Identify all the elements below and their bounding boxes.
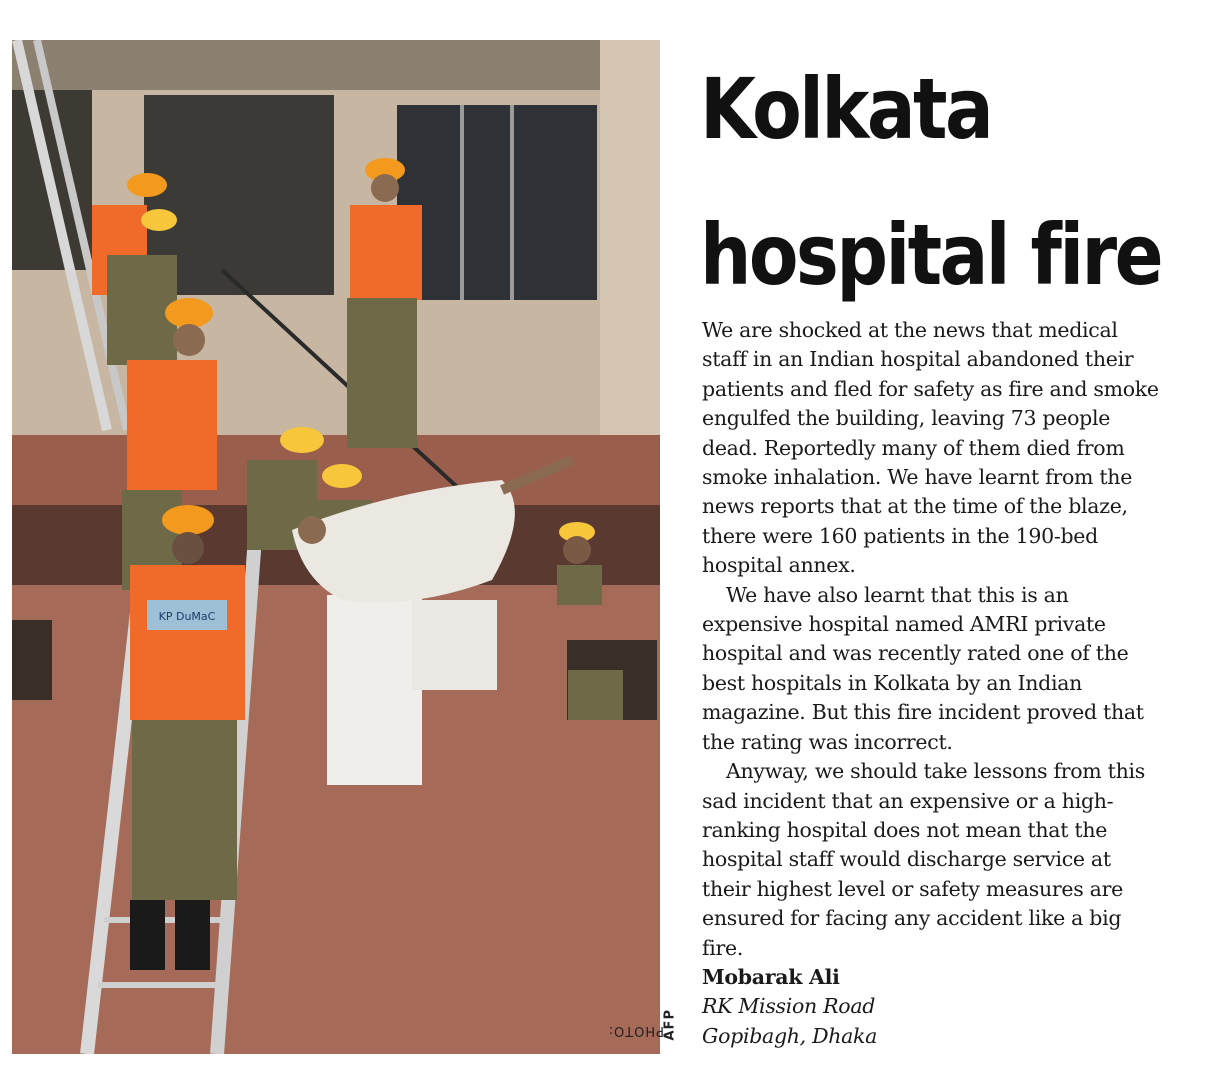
paragraph-1: We are shocked at the news that medical staff in an Indian hospital abandoned their patients and fled for safety as fire and smoke engulfed the building, leaving 73 people dead. Reportedly many of them died from smoke inhalation. We have learnt from the news reports that at the time of the blaze, there were 160 patients in the 190-bed hospital annex. [702,318,1159,578]
paragraph-3: Anyway, we should take lessons from this sad incident that an expensive or a high-ranking hospital does not mean that the hospital staff would discharge service at their highest level or safety measures are ensured for facing any accident like a big fire. [702,759,1145,960]
hanging-sheet [327,595,422,785]
paragraph-2: We have also learnt that this is an expensive hospital named AMRI private hospital and was recently rated one of the best hospitals in Kolkata by an Indian magazine. But this fire incident proved that the rating was incorrect. [702,582,1144,754]
upper-window-right [397,105,597,300]
vest-logo-text: KP DuMaC [158,610,216,623]
letter-body [702,316,1162,1051]
photo-credit-source: AFP [662,1009,678,1041]
rescue-photo-illustration [12,40,660,1054]
photo-credit [607,950,680,1054]
signature-address-line-1: RK Mission Road [702,994,876,1019]
headline-line-2: hospital fire [700,206,1162,304]
photo-credit-prefix: PHOTO: [607,1023,664,1038]
rescue-photo [12,40,660,1054]
signature [702,963,1162,1051]
headline-line-1: Kolkata [700,60,992,158]
signature-name: Mobarak Ali [702,964,840,989]
headline [700,36,1162,328]
signature-address-line-2: Gopibagh, Dhaka [702,1023,878,1048]
